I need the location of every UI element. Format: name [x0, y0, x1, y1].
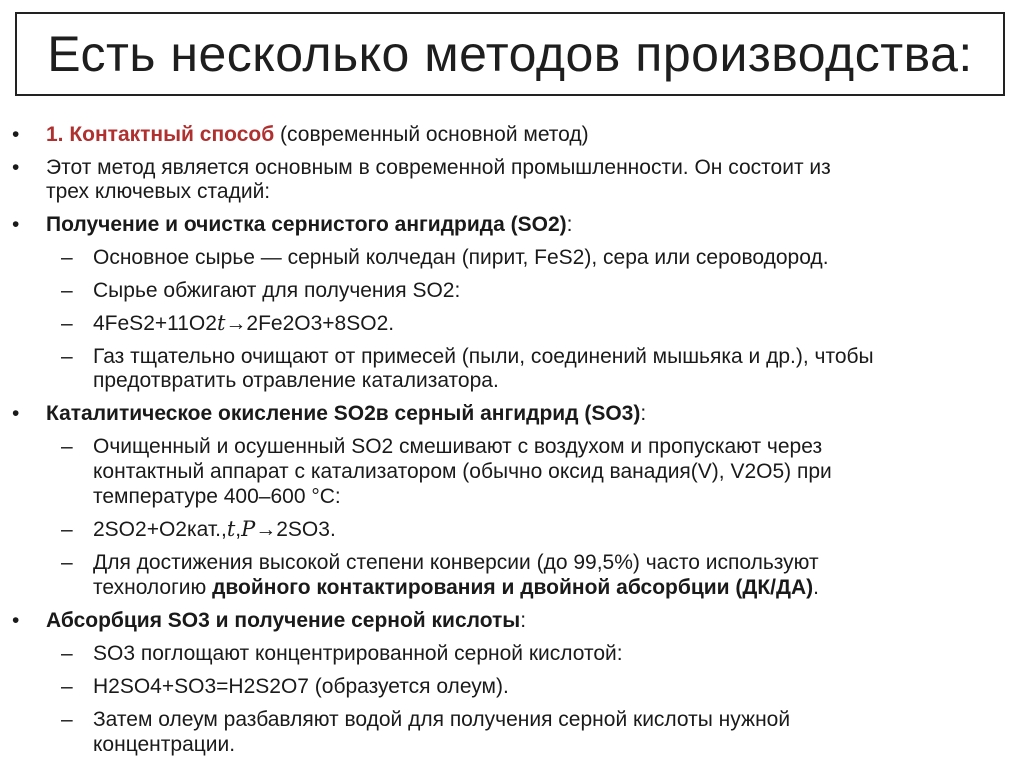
text-part: технологию — [93, 576, 213, 599]
dash-marker: – — [61, 312, 73, 335]
sub-item-text: температуре 400–600 °C: — [93, 485, 341, 508]
sub-item-text — [93, 575, 819, 600]
sub-item-text: Для достижения высокой степени конверсии (до 99,5%) часто используют — [93, 551, 819, 574]
equation-variable: P — [241, 517, 256, 541]
technology-highlight: двойного контактирования и двойной абсорбции (ДК/ДА) — [212, 576, 814, 599]
dash-marker: – — [61, 708, 73, 731]
dash-marker: – — [61, 642, 73, 665]
stage-title: Абсорбция SO3 и получение серной кислоты — [46, 609, 521, 632]
dash-marker: – — [61, 675, 73, 698]
text-part: . — [813, 576, 819, 599]
bullet-marker: • — [12, 213, 20, 236]
sub-item-text: Затем олеум разбавляют водой для получения серной кислоты нужной — [93, 708, 791, 731]
list-item-text: Этот метод является основным в современной промышленности. Он состоит из — [46, 156, 831, 179]
equation-part: , — [235, 518, 242, 541]
dash-marker: – — [61, 279, 73, 302]
equation-variable: t — [226, 517, 236, 541]
bullet-marker: • — [12, 156, 20, 179]
stage-colon: : — [566, 213, 573, 236]
equation-part: →2SO3. — [255, 518, 336, 541]
dash-marker: – — [61, 518, 73, 541]
sub-item-text: SO3 поглощают концентрированной серной кислотой: — [93, 642, 623, 665]
bullet-marker: • — [12, 402, 20, 425]
equation: H2SO4+SO3=H2S2O7 (образуется олеум). — [93, 675, 509, 698]
dash-marker: – — [61, 246, 73, 269]
sub-item-text: Сырье обжигают для получения SO2: — [93, 279, 461, 302]
stage-heading — [46, 212, 572, 237]
sub-item-text: Очищенный и осушенный SO2 смешивают с воздухом и пропускают через — [93, 435, 823, 458]
bullet-marker: • — [12, 123, 20, 146]
equation-part: →2Fe2O3+8SO2. — [225, 312, 395, 335]
bullet-marker: • — [12, 609, 20, 632]
stage-title: Каталитическое окисление SO2в серный ангидрид (SO3) — [46, 402, 641, 425]
method-heading: 1. Контактный способ — [46, 123, 275, 146]
dash-marker: – — [61, 435, 73, 458]
stage-heading — [46, 401, 646, 426]
sub-item-text: контактный аппарат с катализатором (обычно оксид ванадия(V), V2O5) при — [93, 460, 832, 483]
sub-item-text: предотвратить отравление катализатора. — [93, 369, 499, 392]
method-note: (современный основной метод) — [274, 123, 589, 146]
equation-part: 2SO2+O2кат., — [93, 518, 227, 541]
slide-title: Есть несколько методов производства: — [47, 26, 973, 82]
equation — [93, 311, 394, 336]
dash-marker: – — [61, 551, 73, 574]
equation-variable: t — [216, 311, 226, 335]
sub-item-text: Газ тщательно очищают от примесей (пыли, соединений мышьяка и др.), чтобы — [93, 345, 874, 368]
stage-title: Получение и очистка сернистого ангидрида (SO2) — [46, 213, 567, 236]
equation — [93, 517, 336, 542]
stage-colon: : — [520, 609, 527, 632]
sub-item-text: Основное сырье — серный колчедан (пирит, FeS2), сера или сероводород. — [93, 246, 829, 269]
equation-part: 4FeS2+11O2 — [93, 312, 217, 335]
list-item — [46, 122, 589, 147]
stage-colon: : — [640, 402, 647, 425]
list-item-text: трех ключевых стадий: — [46, 180, 271, 203]
sub-item-text: концентрации. — [93, 733, 236, 756]
dash-marker: – — [61, 345, 73, 368]
stage-heading — [46, 608, 526, 633]
